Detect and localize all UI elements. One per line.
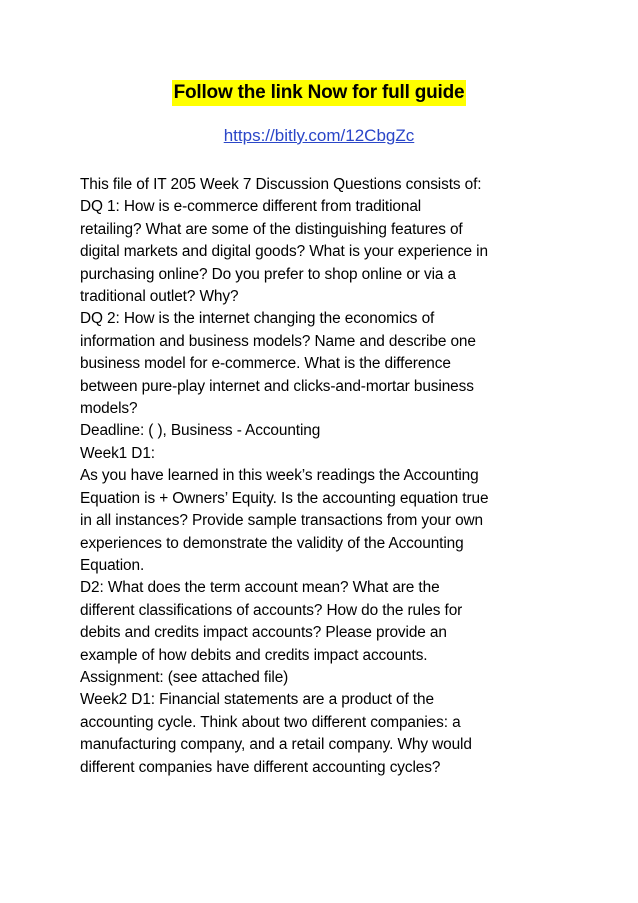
text-line: different companies have different accounting cycles? (80, 758, 441, 776)
text-line: in all instances? Provide sample transactions from your own (80, 512, 483, 530)
text-line: between pure-play internet and clicks-and-mortar business (80, 377, 474, 395)
text-line: information and business models? Name and describe one (80, 332, 476, 350)
text-line: Assignment: (see attached file) (80, 668, 289, 686)
text-line: DQ 1: How is e-commerce different from traditional (80, 198, 422, 216)
text-line: manufacturing company, and a retail company. Why would (80, 736, 472, 754)
text-line: digital markets and digital goods? What is your experience in (80, 243, 488, 261)
guide-link[interactable]: https://bitly.com/12CbgZc (223, 126, 415, 145)
body-text (80, 174, 570, 779)
text-line: Equation. (80, 556, 145, 574)
text-line: Equation is + Owners’ Equity. Is the accounting equation true (80, 489, 489, 507)
text-line: debits and credits impact accounts? Please provide an (80, 624, 447, 642)
text-line: models? (80, 400, 138, 418)
text-line: Week2 D1: Financial statements are a product of the (80, 691, 434, 709)
text-line: traditional outlet? Why? (80, 288, 239, 306)
text-line: Deadline: ( ), Business - Accounting (80, 422, 321, 440)
text-line: D2: What does the term account mean? What are the (80, 579, 440, 597)
text-line: Week1 D1: (80, 444, 155, 462)
text-line: retailing? What are some of the distinguishing features of (80, 220, 463, 238)
text-line: As you have learned in this week’s readings the Accounting (80, 467, 479, 485)
text-line: accounting cycle. Think about two different companies: a (80, 713, 461, 731)
text-line: experiences to demonstrate the validity of the Accounting (80, 534, 464, 552)
headline: Follow the link Now for full guide (172, 80, 467, 106)
text-line: DQ 2: How is the internet changing the economics of (80, 310, 435, 328)
text-line: example of how debits and credits impact accounts. (80, 646, 428, 664)
text-line: business model for e-commerce. What is the difference (80, 355, 451, 373)
headline-container (0, 80, 638, 106)
text-line: This file of IT 205 Week 7 Discussion Questions consists of: (80, 176, 482, 193)
link-container (0, 124, 638, 148)
text-line: purchasing online? Do you prefer to shop online or via a (80, 265, 456, 283)
text-line: different classifications of accounts? How do the rules for (80, 601, 463, 619)
